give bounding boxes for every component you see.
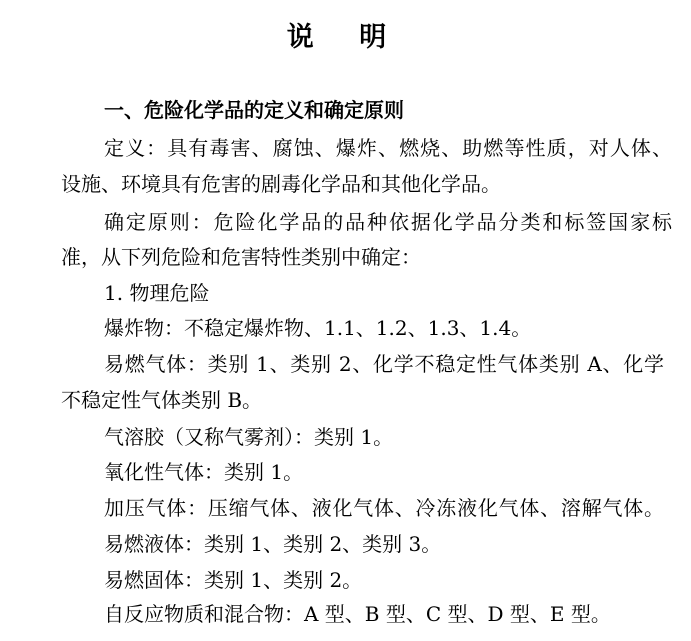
list-item: 爆炸物：不稳定爆炸物、1.1、1.2、1.3、1.4。 bbox=[104, 316, 532, 340]
list-item: 气溶胶（又称气雾剂）：类别 1。 bbox=[104, 425, 394, 449]
paragraph-line: 设施、环境具有危害的剧毒化学品和其他化学品。 bbox=[61, 172, 501, 196]
list-item-heading: 1. 物理危险 bbox=[104, 281, 210, 305]
list-item: 加压气体：压缩气体、液化气体、冷冻液化气体、溶解气体。 bbox=[104, 496, 664, 520]
section-heading: 一、危险化学品的定义和确定原则 bbox=[104, 98, 404, 122]
paragraph-line: 准，从下列危险和危害特性类别中确定： bbox=[61, 245, 421, 269]
list-item: 易燃气体：类别 1、类别 2、化学不稳定性气体类别 A、化学 bbox=[104, 352, 664, 376]
list-item: 易燃液体：类别 1、类别 2、类别 3。 bbox=[104, 532, 442, 556]
page-title: 说 明 bbox=[286, 22, 405, 53]
list-item: 自反应物质和混合物：A 型、B 型、C 型、D 型、E 型。 bbox=[104, 602, 611, 626]
list-item: 不稳定性气体类别 B。 bbox=[61, 388, 263, 412]
list-item: 易燃固体：类别 1、类别 2。 bbox=[104, 568, 363, 592]
paragraph-line: 确定原则：危险化学品的品种依据化学品分类和标签国家标 bbox=[104, 210, 672, 234]
list-item: 氧化性气体：类别 1。 bbox=[104, 460, 304, 484]
paragraph-line: 定义：具有毒害、腐蚀、爆炸、燃烧、助燃等性质，对人体、 bbox=[104, 136, 672, 160]
